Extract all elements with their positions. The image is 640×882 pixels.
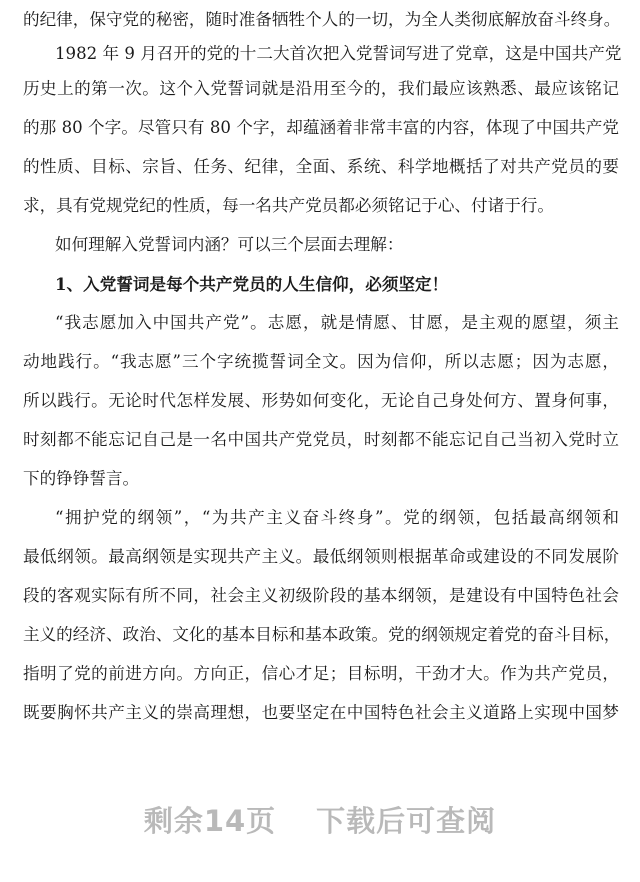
text-line: 动地践行。“我志愿”三个字统揽誓词全文。因为信仰，所以志愿；因为志愿， [23,352,619,371]
download-prompt[interactable] [0,796,640,846]
text-line: 1982 年 9 月召开的党的十二大首次把入党誓词写进了党章，这是中国共产党 [55,44,622,63]
text-line: 历史上的第一次。这个入党誓词就是沿用至今的，我们最应该熟悉、最应该铭记 [23,79,619,98]
section-heading: 1、入党誓词是每个共产党员的人生信仰，必须坚定！ [55,274,449,294]
text-line: 如何理解入党誓词内涵？可以三个层面去理解： [55,235,404,254]
text-line: 主义的经济、政治、文化的基本目标和基本政策。党的纲领规定着党的奋斗目标， [23,625,621,644]
download-to-view-label: 下载后可查阅 [316,804,497,838]
text-line: 的纪律，保守党的秘密，随时准备牺牲个人的一切，为全人类彻底解放奋斗终身。 [23,10,621,29]
text-line: 的性质、目标、宗旨、任务、纪律，全面、系统、科学地概括了对共产党员的要 [23,157,619,176]
text-line: 时刻都不能忘记自己是一名中国共产党党员，时刻都不能忘记自己当初入党时立 [23,430,619,449]
text-line: 指明了党的前进方向。方向正，信心才足；目标明，干劲才大。作为共产党员， [23,664,619,683]
text-line: 最低纲领。最高纲领是实现共产主义。最低纲领则根据革命或建设的不同发展阶 [23,547,619,566]
text-line: 所以践行。无论时代怎样发展、形势如何变化，无论自己身处何方、置身何事， [23,391,619,410]
text-line: “我志愿加入中国共产党”。志愿，就是情愿、甘愿，是主观的愿望，须主 [55,313,619,332]
remaining-pages-label: 剩余14页 [143,804,277,838]
text-line: 既要胸怀共产主义的崇高理想，也要坚定在中国特色社会主义道路上实现中国梦 [23,703,619,722]
text-line: 的那 80 个字。尽管只有 80 个字，却蕴涵着非常丰富的内容，体现了中国共产党 [23,118,619,137]
text-line: 求，具有党规党纪的性质，每一名共产党员都必须铭记于心、付诸于行。 [23,196,554,215]
text-line: “拥护党的纲领”，“为共产主义奋斗终身”。党的纲领，包括最高纲领和 [55,508,619,527]
text-line: 段的客观实际有所不同，社会主义初级阶段的基本纲领，是建设有中国特色社会 [23,586,619,605]
text-line: 下的铮铮誓言。 [23,469,140,488]
